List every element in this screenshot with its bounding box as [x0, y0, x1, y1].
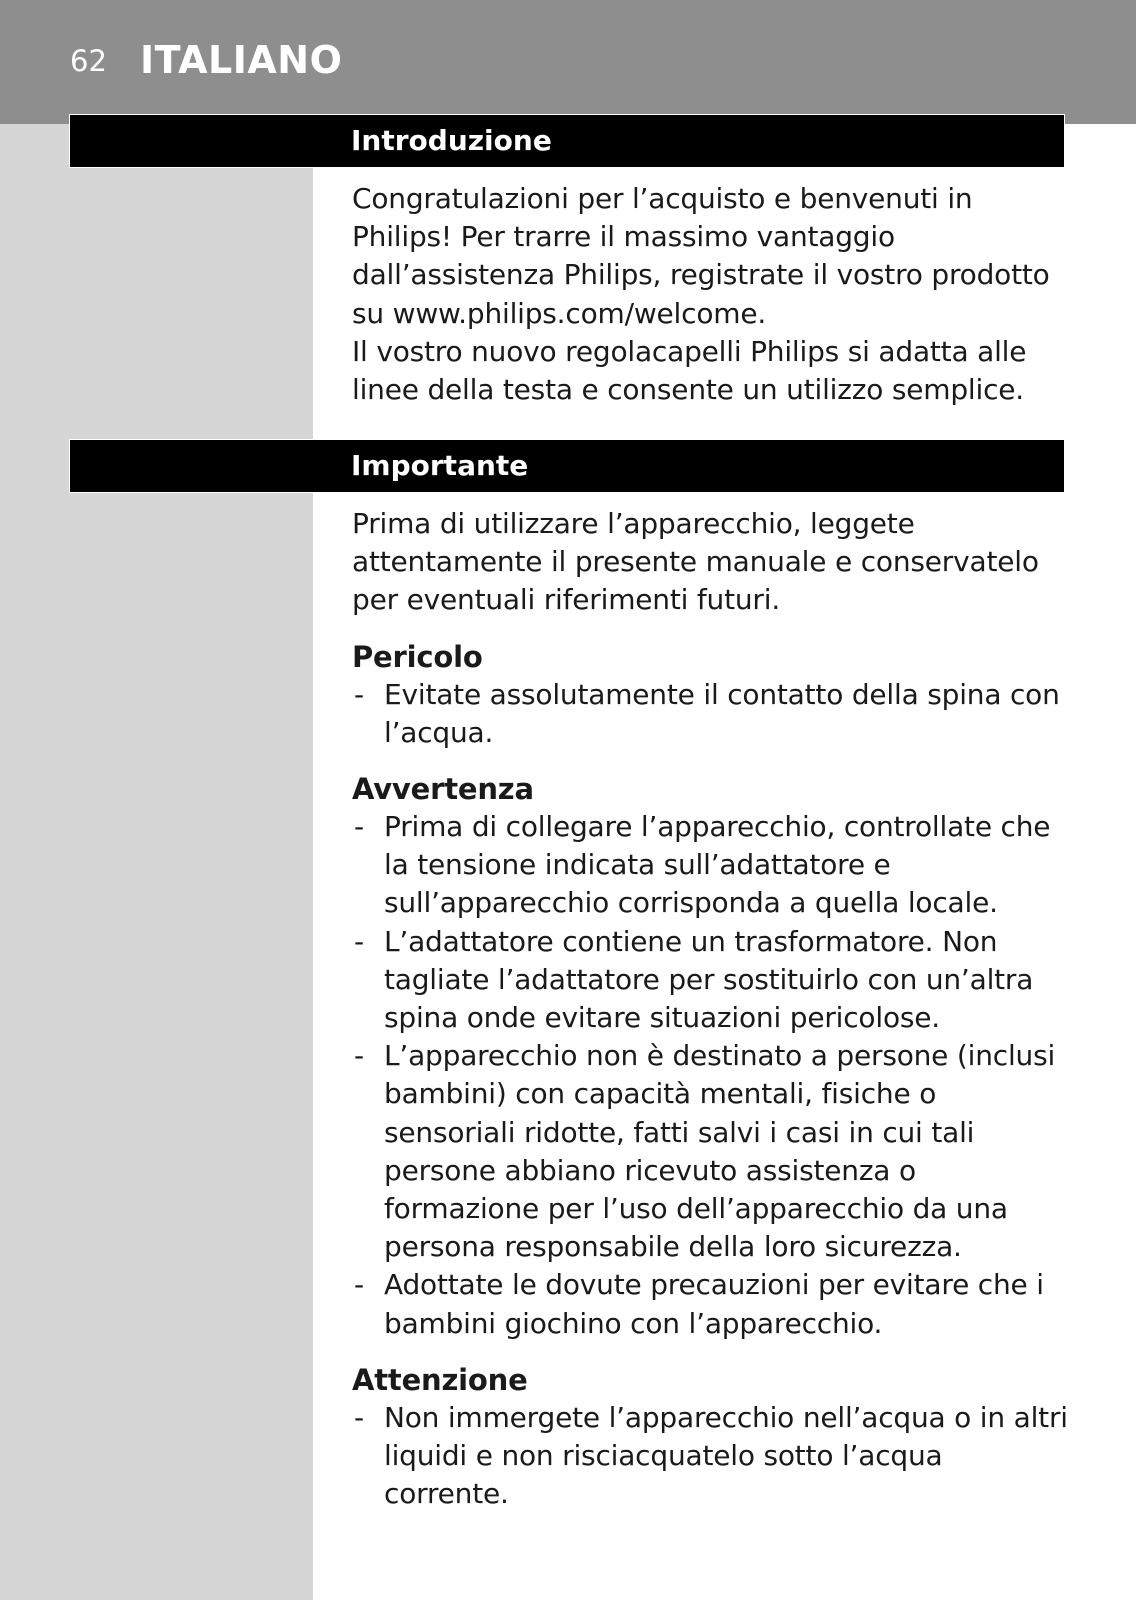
list-item: - Non immergete l’apparecchio nell’acqua o in altri liquidi e non risciacquatelo sotto l’acqua corrente. — [352, 1399, 1068, 1514]
intro-paragraph-1: Congratulazioni per l’acquisto e benvenuti in Philips! Per trarre il massimo vantaggio dall’assistenza Philips, registrate il vostro prodotto su www.philips.com/welcome. — [352, 182, 1050, 330]
section-title: Importante — [351, 449, 529, 482]
attenzione-list — [352, 1399, 1068, 1514]
section-title: Introduzione — [351, 124, 552, 157]
list-item: - L’adattatore contiene un trasformatore. Non tagliate l’adattatore per sostituirlo con un’altra spina onde evitare situazioni pericolose. — [352, 923, 1068, 1038]
list-item: - Evitate assolutamente il contatto della spina con l’acqua. — [352, 676, 1068, 752]
introduzione-content — [352, 180, 1068, 409]
attenzione-heading: Attenzione — [352, 1362, 528, 1397]
list-item: - Adottate le dovute precauzioni per evitare che i bambini giochino con l’apparecchio. — [352, 1266, 1068, 1342]
importante-content — [352, 505, 1068, 1513]
importante-intro: Prima di utilizzare l’apparecchio, leggete attentamente il presente manuale e conservatelo per eventuali riferimenti futuri. — [352, 507, 1039, 617]
intro-paragraph-2: Il vostro nuovo regolacapelli Philips si adatta alle linee della testa e consente un utilizzo semplice. — [352, 334, 1027, 407]
section-header-importante — [70, 440, 1064, 492]
section-header-introduzione — [70, 115, 1064, 167]
avvertenza-heading: Avvertenza — [352, 772, 534, 807]
left-margin-band — [0, 124, 313, 1600]
list-item: - L’apparecchio non è destinato a persone (inclusi bambini) con capacità mentali, fisiche o sensoriali ridotte, fatti salvi i casi in cui tali persone abbiano ricevuto assistenza o formazione per l’uso dell’apparecchio da una persona responsabile della loro sicurezza. — [352, 1037, 1068, 1266]
pericolo-list — [352, 676, 1068, 752]
list-item: - Prima di collegare l’apparecchio, controllate che la tensione indicata sull’adattatore e sull’apparecchio corrisponda a quella locale. — [352, 808, 1068, 923]
pericolo-heading: Pericolo — [352, 639, 483, 674]
page-number: 62 — [70, 44, 107, 78]
language-title: ITALIANO — [140, 38, 343, 82]
avvertenza-list — [352, 808, 1068, 1343]
